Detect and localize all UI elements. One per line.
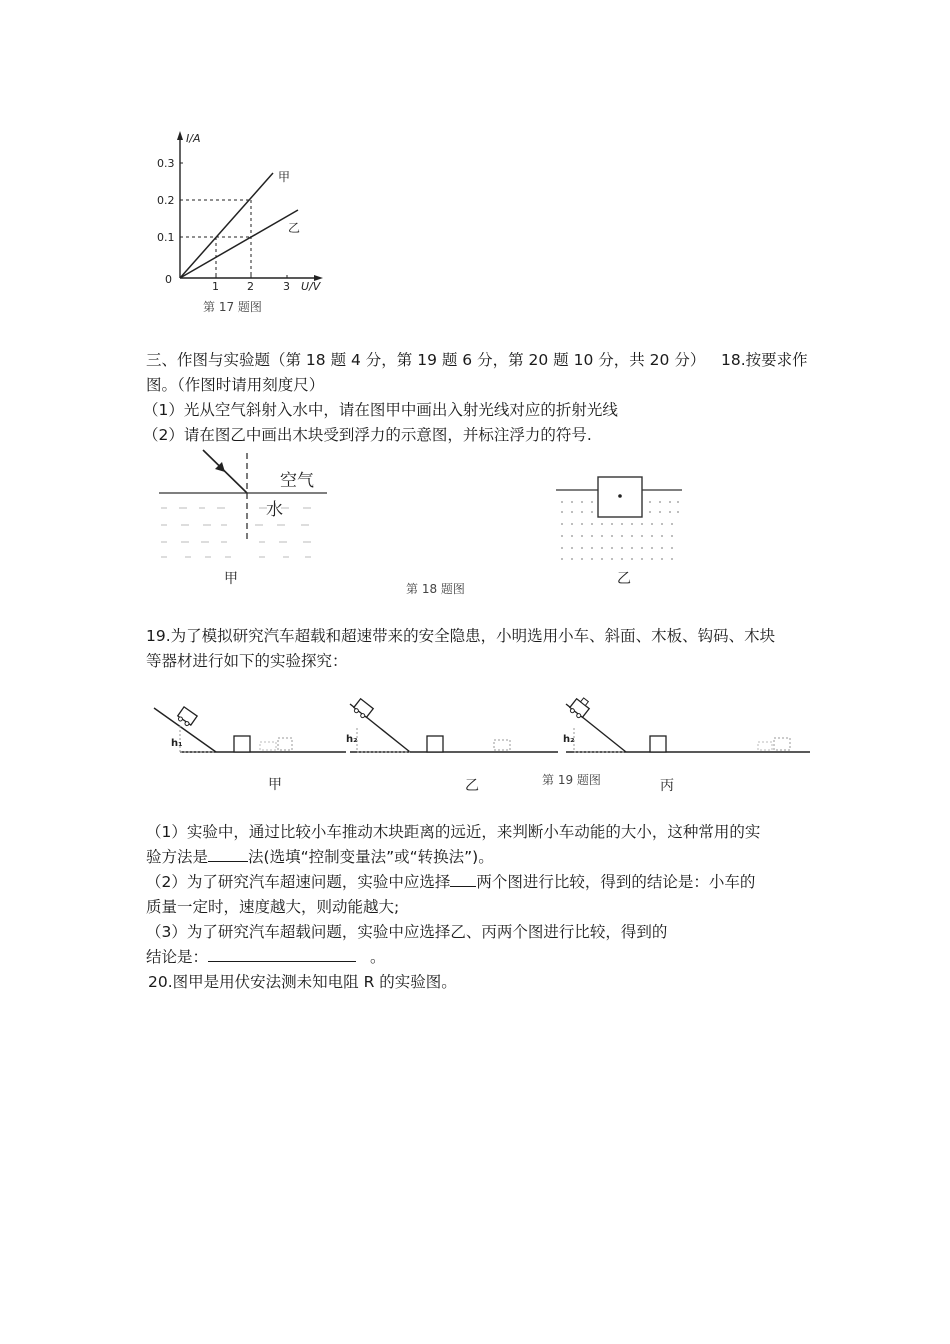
x-axis-label: U/V — [301, 280, 321, 293]
line-jia — [180, 173, 273, 278]
fig19-label-bing: 丙 — [660, 778, 674, 794]
q19-intro-line1: 19.为了模拟研究汽车超载和超速带来的安全隐患，小明选用小车、斜面、木板、钩码、木块 — [146, 627, 776, 645]
q18-part2: （2）请在图乙中画出木块受到浮力的示意图，并标注浮力的符号. — [143, 426, 592, 444]
fig18-left-label: 甲 — [224, 571, 238, 587]
q19-part1-line2-suffix: 法(选填“控制变量法”或“转换法”)。 — [248, 848, 494, 866]
y-axis-label: I/A — [186, 132, 201, 145]
x-tick-3: 3 — [283, 280, 290, 293]
section3-heading-line — [146, 348, 808, 372]
q19-part3-line2-suffix: 。 — [370, 948, 386, 966]
fig19-caption: 第 19 题图 — [542, 773, 601, 787]
q19-part2-line2: 质量一定时，速度越大，则动能越大; — [146, 898, 400, 916]
q19-part1-line2 — [146, 845, 494, 869]
q19-part2-line1-prefix: （2）为了研究汽车超速问题，实验中应选择 — [146, 873, 451, 891]
panel-bing — [566, 695, 810, 752]
q19-part3-line1: （3）为了研究汽车超载问题，实验中应选择乙、丙两个图进行比较，得到的 — [146, 923, 668, 941]
origin-label: 0 — [165, 273, 172, 286]
answer-blank-figures[interactable] — [450, 870, 476, 887]
y-axis-arrow — [177, 131, 183, 140]
h2-label-bing: h₂ — [563, 734, 575, 745]
q18-cont: 图。（作图时请用刻度尺） — [146, 376, 325, 394]
q19-part1-line2-prefix: 验方法是 — [146, 848, 209, 866]
x-tick-2: 2 — [247, 280, 254, 293]
q20-line1: 20.图甲是用伏安法测未知电阻 R 的实验图。 — [148, 973, 457, 991]
incident-ray — [203, 450, 247, 493]
q19-part2-line1-suffix: 两个图进行比较，得到的结论是：小车的 — [476, 873, 756, 891]
q19-intro-line2: 等器材进行如下的实验探究： — [146, 652, 348, 670]
q19-part3-line2-prefix: 结论是： — [146, 948, 209, 966]
q18-start: 18.按要求作 — [721, 351, 808, 369]
air-label: 空气 — [280, 471, 314, 491]
answer-blank-method[interactable] — [208, 845, 248, 862]
q19-part1-line1: （1）实验中，通过比较小车推动木块距离的远近，来判断小车动能的大小，这种常用的实 — [146, 823, 761, 841]
fig18-caption: 第 18 题图 — [406, 582, 465, 596]
fig17-caption: 第 17 题图 — [203, 300, 262, 314]
panel-jia — [154, 707, 346, 752]
line-yi-label: 乙 — [288, 221, 301, 235]
fig18-right-diagram — [556, 475, 684, 565]
fig19-diagram — [150, 690, 815, 770]
fig18-left-diagram — [155, 445, 335, 570]
q19-part2-line1 — [146, 870, 755, 894]
fig19-label-jia: 甲 — [268, 777, 282, 793]
q19-part3-line2 — [146, 945, 386, 969]
h2-label-yi: h₂ — [346, 734, 358, 745]
line-yi — [180, 210, 301, 278]
answer-blank-conclusion[interactable] — [208, 945, 356, 962]
line-jia-label: 甲 — [278, 170, 291, 184]
x-tick-1: 1 — [212, 280, 219, 293]
y-tick-0.1: 0.1 — [157, 231, 175, 244]
water-label: 水 — [266, 500, 283, 520]
y-tick-0.3: 0.3 — [157, 157, 175, 170]
section3-heading: 三、作图与实验题（第 18 题 4 分，第 19 题 6 分，第 20 题 10 分，共 20 分） — [146, 351, 706, 369]
y-tick-0.2: 0.2 — [157, 194, 175, 207]
fig19-label-yi: 乙 — [465, 778, 479, 794]
fig17-graph — [150, 128, 340, 328]
h1-label: h₁ — [171, 738, 183, 749]
panel-yi — [350, 699, 558, 752]
q18-part1: （1）光从空气斜射入水中，请在图甲中画出入射光线对应的折射光线 — [143, 401, 618, 419]
block-center-point — [618, 494, 622, 498]
fig18-right-label: 乙 — [617, 571, 631, 587]
